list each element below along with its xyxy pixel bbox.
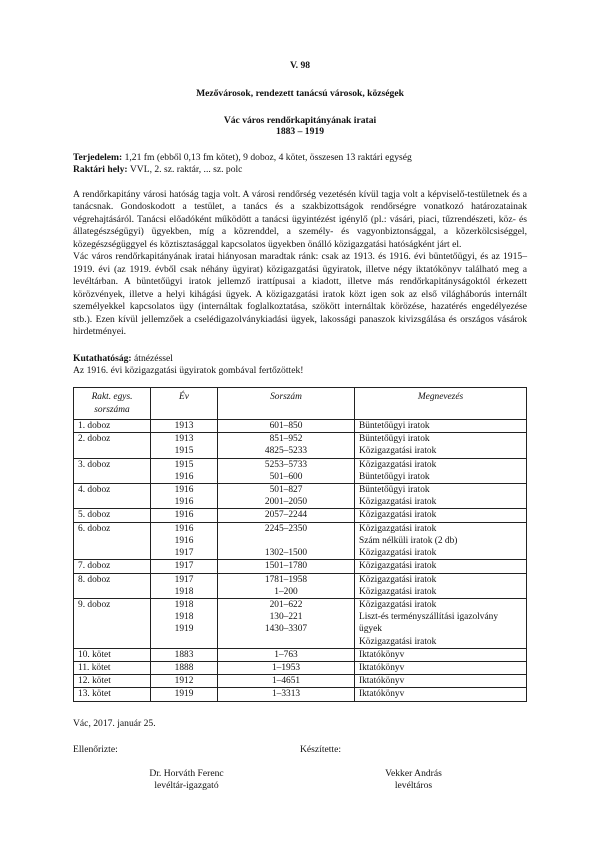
research-value: átnézéssel — [131, 352, 173, 364]
fond-title-years: 1883 – 1919 — [276, 126, 324, 138]
description-paragraph-1: A rendőrkapitány városi hatóság tagja volt. A városi rendőrség vezetésén kívül tagja volt a képviselő-testületnek és a tanácsnak. Gondoskodott a testület, a tanács és a szakbizottságok rendőrségre vonatkozó határozatainak végrehajtásáról. Tanácsi előadóként működött a tanácsi ügyintézést igénylő (pl.: vásári, piaci, tűzrendészeti, köz- és állategészségügyi) ügyekben, míg a közrenddel, a személy- és vagyonbiztonsággal, a közerkölcsiséggel, közegészségüggyel és köztisztasággal kapcsolatos ügyekben önálló közigazgatási hatóságként járt el. — [73, 188, 527, 250]
cell-year — [151, 483, 218, 508]
cell-year-line: 1916 — [174, 523, 194, 534]
research-note: Az 1916. évi közigazgatási ügyiratok gombával fertőzöttek! — [73, 364, 304, 376]
cell-year — [151, 419, 218, 432]
cell-range — [218, 560, 355, 573]
cell-year-line: 1913 — [174, 434, 194, 445]
cell-range-line: 2057–2244 — [264, 510, 308, 521]
cell-range — [218, 598, 355, 648]
cell-range-line: 1–763 — [274, 649, 298, 660]
cell-range — [218, 509, 355, 522]
cell-range — [218, 688, 355, 701]
cell-range — [218, 573, 355, 598]
cell-year-line: 1913 — [174, 420, 194, 431]
cell-unit: 13. kötet — [74, 688, 151, 701]
cell-year-line: 1916 — [174, 510, 194, 521]
fond-category: Mezővárosok, rendezett tanácsú városok, községek — [196, 88, 404, 100]
fond-metadata — [73, 152, 527, 177]
table-row — [74, 648, 527, 661]
cell-range-line: 1–1953 — [271, 663, 301, 674]
cell-name — [355, 483, 527, 508]
description-paragraph-2: Vác város rendőrkapitányának iratai hiányosan maradtak ránk: csak az 1913. és 1916. évi büntetőügyi, és az 1915–1919. évi (az 1919. évből csak néhány ügyirat) közigazgatási ügyiratok, illetve négy iktatókönyv található meg a levéltárban. A büntetőügyi iratok jellemző irattípusai a kiadott, illetve más rendőrkapitányságoktól érkezett körözvények, illetve a helyi kihágási ügyek. A közigazgatási iratok közt igen sok az első világháborús internált személyekkel kapcsolatos ügy (internáltak foglalkoztatása, szökött internáltak körözése, hazatérés engedélyezése stb.). Ezen kívül jellemzőek a cselédigazolványkiadási ügyek, lakossági panaszok kivizsgálása és országos vásárok hirdetményei. — [73, 251, 527, 338]
cell-name — [355, 419, 527, 432]
cell-name-line: Büntetőügyi iratok — [359, 471, 430, 482]
cell-year — [151, 662, 218, 675]
header-unit: Rakt. egys. sorszáma — [74, 388, 151, 419]
cell-unit: 7. doboz — [74, 560, 151, 573]
research-line — [73, 353, 527, 365]
location-line — [73, 164, 527, 176]
cell-name-line: Közigazgatási iratok — [359, 561, 437, 572]
cell-year — [151, 573, 218, 598]
cell-year-line: 1916 — [174, 484, 194, 495]
table-row — [74, 458, 527, 483]
table-header-row — [74, 388, 527, 419]
cell-year — [151, 598, 218, 648]
cell-name — [355, 573, 527, 598]
cell-range-line: 501–600 — [269, 471, 303, 482]
cell-range — [218, 483, 355, 508]
research-label: Kutathatóság: — [73, 352, 132, 364]
cell-range-line: 1430–3307 — [264, 624, 308, 635]
cell-name-line: Közigazgatási iratok — [359, 446, 437, 457]
cell-range-line: 601–850 — [269, 420, 303, 431]
cell-year — [151, 458, 218, 483]
cell-unit: 4. doboz — [74, 483, 151, 508]
cell-name — [355, 675, 527, 688]
extent-value: 1,21 fm (ebből 0,13 fm kötet), 9 doboz, 4 kötet, összesen 13 raktári egység — [122, 151, 412, 163]
description — [73, 189, 527, 339]
cell-name-line: Közigazgatási iratok — [359, 574, 437, 585]
cell-range-line: 201–622 — [269, 599, 303, 610]
cell-year-line: 1919 — [174, 624, 194, 635]
cell-unit: 1. doboz — [74, 419, 151, 432]
cell-year-line: 1888 — [174, 663, 194, 674]
cell-name-line: Közigazgatási iratok — [359, 636, 437, 647]
signer-name: Vekker András — [385, 767, 442, 779]
fond-title-name: Vác város rendőrkapitányának iratai — [223, 114, 377, 126]
cell-year-line: 1916 — [174, 471, 194, 482]
cell-range-line: 1781–1958 — [264, 574, 308, 585]
cell-name-line: Szám nélküli iratok (2 db) — [359, 535, 458, 546]
cell-range-line: 851–952 — [269, 434, 303, 445]
inventory-table — [73, 387, 527, 701]
cell-range — [218, 648, 355, 661]
cell-name-line: Közigazgatási iratok — [359, 599, 437, 610]
cell-name-line: Iktatókönyv — [359, 689, 405, 700]
cell-name-line: Liszt-és terményszállítási igazolvány ügyek — [359, 612, 499, 635]
location-label: Raktári hely: — [73, 164, 128, 176]
cell-year-line: 1883 — [174, 649, 194, 660]
cell-year-line: 1918 — [174, 612, 194, 623]
table-body — [74, 419, 527, 701]
cell-year-line: 1915 — [174, 459, 194, 470]
cell-range-line: 2001–2050 — [264, 497, 308, 508]
table-row — [74, 433, 527, 458]
signer-preparer — [300, 768, 527, 793]
document-date: Vác, 2017. január 25. — [73, 717, 156, 729]
cell-range-line: 1–200 — [274, 586, 298, 597]
table-row — [74, 598, 527, 648]
signer-title: levéltár-igazgató — [154, 780, 219, 792]
document-page — [73, 60, 527, 793]
cell-name — [355, 560, 527, 573]
cell-name-line: Közigazgatási iratok — [359, 586, 437, 597]
table-row — [74, 522, 527, 560]
cell-name — [355, 688, 527, 701]
cell-name-line: Büntetőügyi iratok — [359, 434, 430, 445]
cell-name — [355, 522, 527, 560]
header-name: Megnevezés — [355, 388, 527, 419]
cell-year — [151, 648, 218, 661]
header-year: Év — [151, 388, 218, 419]
cell-year — [151, 433, 218, 458]
extent-line — [73, 152, 527, 164]
cell-name-line: Közigazgatási iratok — [359, 510, 437, 521]
cell-year-line: 1917 — [174, 574, 194, 585]
header-range: Sorszám — [218, 388, 355, 419]
cell-name-line: Iktatókönyv — [359, 649, 405, 660]
cell-year — [151, 675, 218, 688]
cell-year — [151, 509, 218, 522]
cell-unit: 2. doboz — [74, 433, 151, 458]
cell-unit: 3. doboz — [74, 458, 151, 483]
cell-name — [355, 433, 527, 458]
cell-year-line: 1917 — [174, 548, 194, 559]
cell-range — [218, 419, 355, 432]
table-row — [74, 509, 527, 522]
fond-code: V. 98 — [289, 60, 311, 71]
table-row — [74, 483, 527, 508]
signer-name: Dr. Horváth Ferenc — [149, 767, 224, 779]
signature-labels — [73, 744, 527, 756]
cell-range-line: 1–4651 — [271, 676, 301, 687]
table-row — [74, 573, 527, 598]
signer-checker — [73, 768, 300, 793]
cell-name-line: Iktatókönyv — [359, 676, 405, 687]
cell-year — [151, 522, 218, 560]
cell-year-line: 1915 — [174, 446, 194, 457]
cell-name — [355, 458, 527, 483]
cell-range-line: 1501–1780 — [264, 561, 308, 572]
cell-range — [218, 522, 355, 560]
table-row — [74, 688, 527, 701]
cell-name-line: Közigazgatási iratok — [359, 459, 437, 470]
cell-range-line: 130–221 — [269, 612, 303, 623]
cell-name — [355, 509, 527, 522]
cell-name-line: Büntetőügyi iratok — [359, 484, 430, 495]
cell-range-line: 4825–5233 — [264, 446, 308, 457]
table-row — [74, 560, 527, 573]
cell-name-line: Közigazgatási iratok — [359, 497, 437, 508]
cell-unit: 6. doboz — [74, 522, 151, 560]
cell-name — [355, 598, 527, 648]
cell-unit: 5. doboz — [74, 509, 151, 522]
cell-year-line: 1916 — [174, 535, 194, 546]
research-info — [73, 353, 527, 378]
cell-range-line: 2245–2350 — [264, 523, 308, 534]
cell-unit: 11. kötet — [74, 662, 151, 675]
signatories — [73, 768, 527, 793]
cell-year-line: 1918 — [174, 586, 194, 597]
cell-year-line: 1916 — [174, 497, 194, 508]
cell-name — [355, 648, 527, 661]
cell-year — [151, 688, 218, 701]
cell-year-line: 1912 — [174, 676, 194, 687]
cell-year-line: 1919 — [174, 689, 194, 700]
extent-label: Terjedelem: — [73, 151, 123, 163]
cell-unit: 9. doboz — [74, 598, 151, 648]
cell-range-line — [222, 535, 350, 547]
location-value: VVL, 2. sz. raktár, ... sz. polc — [127, 164, 243, 176]
cell-range — [218, 662, 355, 675]
cell-name-line: Közigazgatási iratok — [359, 523, 437, 534]
cell-range — [218, 458, 355, 483]
cell-year — [151, 560, 218, 573]
cell-unit: 8. doboz — [74, 573, 151, 598]
signer-title: levéltáros — [394, 780, 433, 792]
cell-name-line: Büntetőügyi iratok — [359, 420, 430, 431]
cell-unit: 12. kötet — [74, 675, 151, 688]
cell-name-line: Iktatókönyv — [359, 663, 405, 674]
cell-range — [218, 433, 355, 458]
checked-by-label: Ellenőrizte: — [73, 744, 118, 756]
cell-range-line: 1–3313 — [271, 689, 301, 700]
table-row — [74, 419, 527, 432]
cell-year-line: 1917 — [174, 561, 194, 572]
cell-name-line: Közigazgatási iratok — [359, 548, 437, 559]
cell-range-line: 501–827 — [269, 484, 303, 495]
cell-name — [355, 662, 527, 675]
cell-range-line: 1302–1500 — [264, 547, 308, 558]
prepared-by-label: Készítette: — [300, 744, 342, 756]
cell-year-line: 1918 — [174, 599, 194, 610]
table-row — [74, 662, 527, 675]
table-row — [74, 675, 527, 688]
cell-unit: 10. kötet — [74, 648, 151, 661]
fond-title — [73, 115, 527, 138]
cell-range-line: 5253–5733 — [264, 459, 308, 470]
cell-range — [218, 675, 355, 688]
